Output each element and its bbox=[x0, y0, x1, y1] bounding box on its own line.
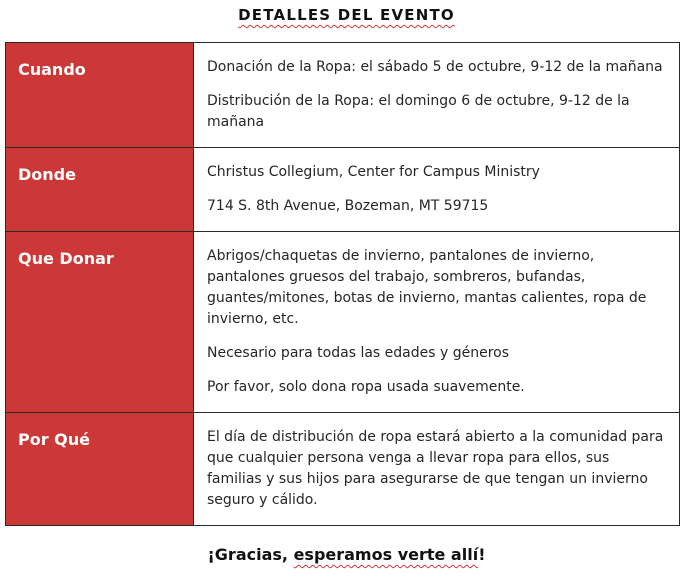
row-content-que-donar bbox=[194, 232, 680, 413]
page-title: DETALLES DEL EVENTO bbox=[238, 6, 455, 24]
table-row bbox=[6, 232, 680, 413]
venue-name-text: Christus Collegium, Center for Campus Ministry bbox=[207, 164, 540, 180]
row-label-cuando: Cuando bbox=[6, 43, 194, 148]
table-row bbox=[6, 413, 680, 526]
footer-underlined: esperamos verte allí bbox=[293, 545, 479, 564]
row-content-donde bbox=[194, 148, 680, 232]
ages-genders-text: Necesario para todas las edades y géneros bbox=[207, 345, 510, 361]
gently-used-note: Por favor, solo dona ropa usada suavemente. bbox=[207, 379, 525, 395]
donation-items-text: Abrigos/chaquetas de invierno, pantalones de invierno, pantalones gruesos del trabajo, sombreros, bufandas, guantes/mitones, botas de invierno, mantas calientes, ropa de invierno, etc. bbox=[207, 248, 647, 327]
donation-date-text: Donación de la Ropa: el sábado 5 de octubre, 9-12 de la mañana bbox=[207, 59, 663, 75]
distribution-date-text: Distribución de la Ropa: el domingo 6 de octubre, 9-12 de la mañana bbox=[207, 93, 630, 130]
row-label-que-donar: Que Donar bbox=[6, 232, 194, 413]
thank-you-footer bbox=[0, 545, 693, 564]
row-content-por-que bbox=[194, 413, 680, 526]
event-details-table bbox=[5, 42, 680, 526]
table-row bbox=[6, 43, 680, 148]
table-row bbox=[6, 148, 680, 232]
venue-address-text: 714 S. 8th Avenue, Bozeman, MT 59715 bbox=[207, 198, 489, 214]
row-label-donde: Donde bbox=[6, 148, 194, 232]
purpose-text: El día de distribución de ropa estará abierto a la comunidad para que cualquier persona venga a llevar ropa para ellos, sus familias y sus hijos para asegurarse de que tengan un invierno seguro y cálido. bbox=[207, 429, 664, 508]
footer-suffix: ! bbox=[478, 545, 486, 564]
row-content-cuando bbox=[194, 43, 680, 148]
row-label-por-que: Por Qué bbox=[6, 413, 194, 526]
footer-prefix: ¡Gracias, bbox=[207, 545, 294, 564]
